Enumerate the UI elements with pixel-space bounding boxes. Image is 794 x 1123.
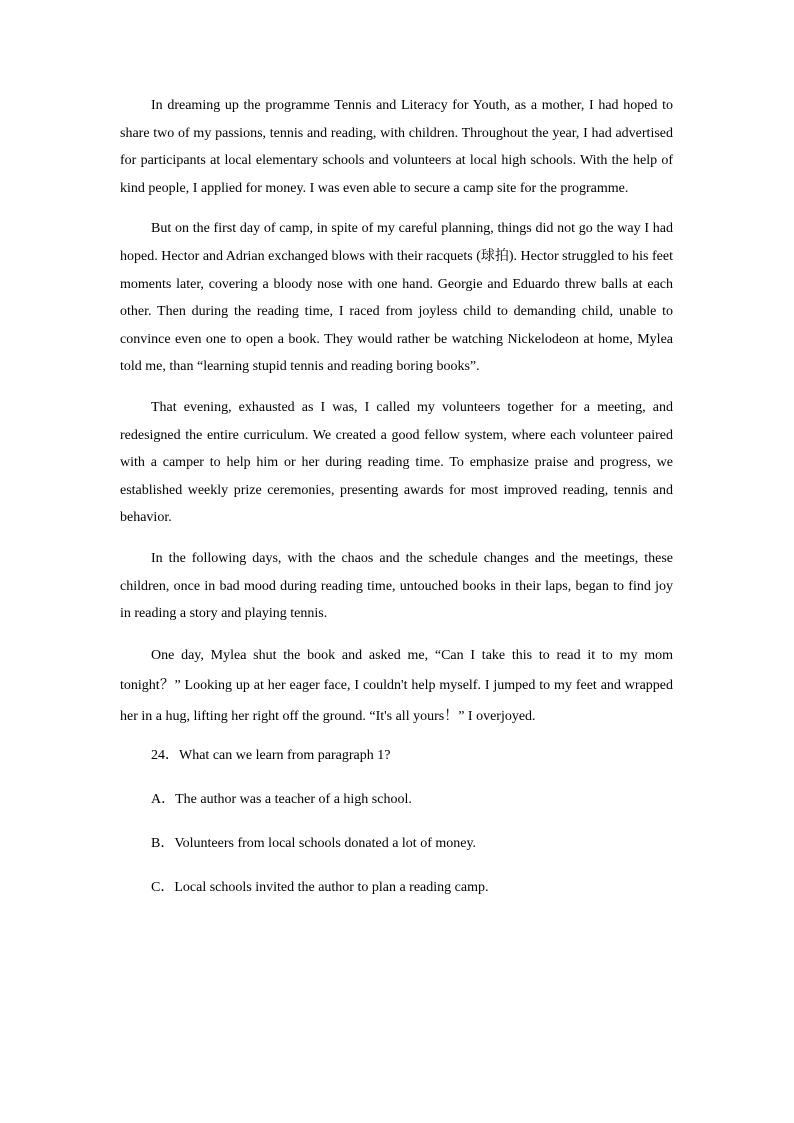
paragraph-3: That evening, exhausted as I was, I called my volunteers together for a meeting, and redesigned the entire curriculum. We created a good fellow system, where each volunteer paired with a camper to help him or her during reading time. To emphasize praise and progress, we established weekly prize ceremonies, presenting awards for most improved reading, tennis and behavior.: [120, 399, 673, 526]
paragraph-2: But on the first day of camp, in spite of my careful planning, things did not go the way I had hoped. Hector and Adrian exchanged blows with their racquets (球拍). Hector struggled to his feet moments later, covering a bloody nose with one hand. Georgie and Eduardo threw balls at each other. Then during the reading time, I raced from joyless child to demanding child, unable to convince even one to open a book. They would rather be watching Nickelodeon at home, Mylea told me, than “learning stupid tennis and reading boring books”.: [120, 221, 673, 375]
paragraph-4: In the following days, with the chaos and the schedule changes and the meetings, these children, once in bad mood during reading time, untouched books in their laps, began to find joy in reading a story and playing tennis.: [120, 550, 673, 622]
option-a: A．The author was a teacher of a high school.: [151, 792, 412, 808]
option-c: C．Local schools invited the author to plan a reading camp.: [151, 880, 489, 896]
option-b: B．Volunteers from local schools donated a lot of money.: [151, 836, 477, 852]
paragraph-5: One day, Mylea shut the book and asked me, “Can I take this to read it to my mom tonight？” Looking up at her eager face, I couldn't help myself. I jumped to my feet and wrapped her in a hug, lifting her right off the ground. “It's all yours！” I overjoyed.: [120, 647, 673, 724]
question-stem: 24．What can we learn from paragraph 1?: [151, 748, 391, 764]
paragraph-1: In dreaming up the programme Tennis and Literacy for Youth, as a mother, I had hoped to share two of my passions, tennis and reading, with children. Throughout the year, I had advertised for participants at local elementary schools and volunteers at local high schools. With the help of kind people, I applied for money. I was even able to secure a camp site for the programme.: [120, 98, 673, 196]
document-page: [120, 92, 673, 898]
question-block: [120, 746, 673, 898]
